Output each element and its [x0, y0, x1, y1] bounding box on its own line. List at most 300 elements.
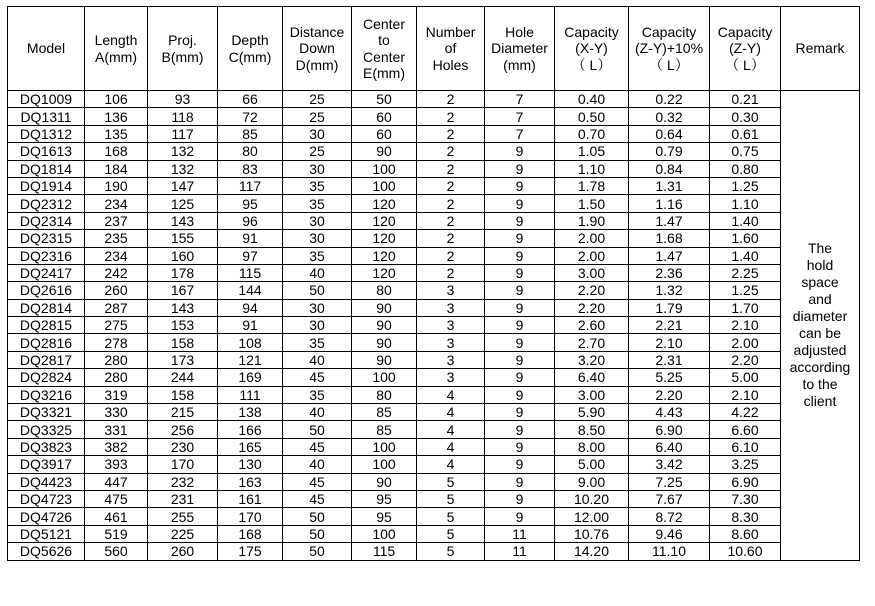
cell-length: 287 — [85, 299, 148, 316]
table-row — [8, 160, 860, 177]
header-center-line: Center — [362, 48, 406, 65]
table-row — [8, 490, 860, 507]
header-cap_xy-line: Capacity — [564, 23, 619, 40]
cell-cap-zy: 2.25 — [710, 264, 781, 281]
cell-depth: 121 — [218, 351, 283, 368]
table-row — [8, 508, 860, 525]
cell-diameter: 9 — [485, 177, 555, 194]
header-holes-line: of — [444, 40, 457, 57]
cell-holes: 4 — [417, 438, 485, 455]
cell-center: 80 — [352, 282, 417, 299]
cell-cap-zy10: 1.68 — [629, 230, 710, 247]
cell-cap-zy10: 0.22 — [629, 91, 710, 108]
cell-length: 234 — [85, 247, 148, 264]
cell-model: DQ2824 — [8, 369, 85, 386]
cell-cap-xy: 3.00 — [555, 264, 629, 281]
cell-depth: 166 — [218, 421, 283, 438]
cell-cap-xy: 8.00 — [555, 438, 629, 455]
cell-holes: 4 — [417, 421, 485, 438]
cell-distance: 50 — [283, 525, 352, 542]
cell-holes: 4 — [417, 456, 485, 473]
cell-proj: 143 — [148, 299, 218, 316]
cell-length: 260 — [85, 282, 148, 299]
header-cap_zy10 — [629, 7, 710, 91]
cell-cap-xy: 14.20 — [555, 543, 629, 560]
cell-cap-zy10: 9.46 — [629, 525, 710, 542]
cell-cap-xy: 10.76 — [555, 525, 629, 542]
cell-cap-zy: 5.00 — [710, 369, 781, 386]
cell-depth: 170 — [218, 508, 283, 525]
header-depth-line: C(mm) — [228, 48, 272, 65]
cell-proj: 244 — [148, 369, 218, 386]
cell-center: 100 — [352, 369, 417, 386]
cell-length: 393 — [85, 456, 148, 473]
cell-diameter: 11 — [485, 543, 555, 560]
cell-cap-zy: 8.30 — [710, 508, 781, 525]
cell-proj: 132 — [148, 160, 218, 177]
header-distance — [283, 7, 352, 91]
cell-proj: 178 — [148, 264, 218, 281]
cell-cap-zy10: 11.10 — [629, 543, 710, 560]
cell-distance: 30 — [283, 160, 352, 177]
cell-depth: 108 — [218, 334, 283, 351]
cell-depth: 163 — [218, 473, 283, 490]
table-row — [8, 404, 860, 421]
cell-cap-zy10: 2.31 — [629, 351, 710, 368]
cell-holes: 2 — [417, 230, 485, 247]
cell-cap-zy: 1.10 — [710, 195, 781, 212]
cell-holes: 2 — [417, 125, 485, 142]
table-row — [8, 438, 860, 455]
table-row — [8, 91, 860, 108]
cell-diameter: 9 — [485, 508, 555, 525]
cell-proj: 230 — [148, 438, 218, 455]
cell-depth: 117 — [218, 177, 283, 194]
cell-model: DQ1009 — [8, 91, 85, 108]
cell-distance: 50 — [283, 421, 352, 438]
table-row — [8, 525, 860, 542]
remark-line: hold — [806, 257, 834, 274]
cell-length: 136 — [85, 108, 148, 125]
cell-proj: 225 — [148, 525, 218, 542]
cell-proj: 155 — [148, 230, 218, 247]
cell-model: DQ3321 — [8, 404, 85, 421]
cell-diameter: 9 — [485, 299, 555, 316]
cell-proj: 153 — [148, 317, 218, 334]
cell-distance: 50 — [283, 282, 352, 299]
cell-model: DQ2814 — [8, 299, 85, 316]
cell-cap-zy10: 3.42 — [629, 456, 710, 473]
cell-cap-zy10: 1.31 — [629, 177, 710, 194]
header-center-line: to — [378, 32, 390, 48]
cell-cap-zy: 2.10 — [710, 386, 781, 403]
cell-holes: 2 — [417, 91, 485, 108]
cell-center: 100 — [352, 438, 417, 455]
cell-cap-zy10: 0.79 — [629, 143, 710, 160]
cell-proj: 231 — [148, 490, 218, 507]
table-row — [8, 299, 860, 316]
cell-model: DQ4726 — [8, 508, 85, 525]
cell-length: 519 — [85, 525, 148, 542]
cell-cap-zy: 6.10 — [710, 438, 781, 455]
table-row — [8, 334, 860, 351]
cell-diameter: 9 — [485, 473, 555, 490]
cell-cap-zy10: 5.25 — [629, 369, 710, 386]
cell-holes: 2 — [417, 108, 485, 125]
header-length-line: Length — [94, 32, 138, 48]
cell-diameter: 9 — [485, 212, 555, 229]
cell-depth: 95 — [218, 195, 283, 212]
cell-distance: 50 — [283, 508, 352, 525]
cell-proj: 158 — [148, 334, 218, 351]
header-proj-line: B(mm) — [161, 48, 204, 65]
cell-cap-xy: 1.78 — [555, 177, 629, 194]
cell-cap-zy: 1.40 — [710, 212, 781, 229]
cell-proj: 117 — [148, 125, 218, 142]
cell-cap-zy10: 8.72 — [629, 508, 710, 525]
cell-distance: 30 — [283, 230, 352, 247]
cell-distance: 45 — [283, 490, 352, 507]
cell-distance: 35 — [283, 334, 352, 351]
cell-cap-xy: 2.60 — [555, 317, 629, 334]
cell-cap-xy: 2.00 — [555, 230, 629, 247]
cell-holes: 3 — [417, 334, 485, 351]
cell-holes: 3 — [417, 282, 485, 299]
product-spec-table — [7, 6, 860, 561]
header-center-line: E(mm) — [363, 65, 405, 81]
cell-length: 331 — [85, 421, 148, 438]
cell-diameter: 9 — [485, 282, 555, 299]
cell-distance: 50 — [283, 543, 352, 560]
cell-depth: 72 — [218, 108, 283, 125]
table-row — [8, 543, 860, 560]
header-distance-line: D(mm) — [295, 56, 339, 73]
cell-holes: 3 — [417, 369, 485, 386]
cell-cap-zy10: 1.47 — [629, 212, 710, 229]
header-length-line: A(mm) — [95, 48, 137, 65]
header-cap_zy10-line: (Z-Y)+10% — [634, 40, 704, 57]
cell-depth: 144 — [218, 282, 283, 299]
cell-distance: 30 — [283, 317, 352, 334]
cell-cap-zy: 1.40 — [710, 247, 781, 264]
header-distance-line: Down — [299, 40, 335, 57]
cell-cap-zy: 2.20 — [710, 351, 781, 368]
cell-proj: 173 — [148, 351, 218, 368]
cell-distance: 40 — [283, 264, 352, 281]
cell-cap-zy: 1.70 — [710, 299, 781, 316]
cell-length: 190 — [85, 177, 148, 194]
cell-diameter: 11 — [485, 525, 555, 542]
cell-depth: 91 — [218, 317, 283, 334]
cell-cap-zy10: 0.84 — [629, 160, 710, 177]
cell-depth: 161 — [218, 490, 283, 507]
cell-length: 234 — [85, 195, 148, 212]
cell-proj: 158 — [148, 386, 218, 403]
table-row — [8, 264, 860, 281]
cell-center: 95 — [352, 508, 417, 525]
header-proj-line: Proj. — [168, 32, 197, 48]
cell-center: 85 — [352, 404, 417, 421]
cell-depth: 168 — [218, 525, 283, 542]
table-row — [8, 369, 860, 386]
cell-length: 184 — [85, 160, 148, 177]
header-cap_zy10-line: Capacity — [641, 23, 697, 40]
cell-distance: 30 — [283, 299, 352, 316]
header-holes-line: Number — [425, 23, 476, 40]
cell-cap-xy: 5.00 — [555, 456, 629, 473]
header-depth — [218, 7, 283, 91]
header-length — [85, 7, 148, 91]
cell-depth: 169 — [218, 369, 283, 386]
cell-length: 275 — [85, 317, 148, 334]
cell-diameter: 9 — [485, 456, 555, 473]
table-row — [8, 108, 860, 125]
table-row — [8, 317, 860, 334]
cell-model: DQ1311 — [8, 108, 85, 125]
remark-line: and — [808, 291, 832, 308]
cell-length: 280 — [85, 369, 148, 386]
cell-model: DQ1613 — [8, 143, 85, 160]
header-center-line: Center — [362, 15, 406, 32]
cell-cap-xy: 2.20 — [555, 299, 629, 316]
remark-line: client — [803, 393, 837, 410]
table-row — [8, 195, 860, 212]
table-row — [8, 230, 860, 247]
cell-proj: 118 — [148, 108, 218, 125]
cell-holes: 3 — [417, 351, 485, 368]
table-row — [8, 421, 860, 438]
cell-proj: 232 — [148, 473, 218, 490]
cell-cap-zy: 0.21 — [710, 91, 781, 108]
cell-cap-xy: 1.90 — [555, 212, 629, 229]
cell-distance: 35 — [283, 247, 352, 264]
cell-holes: 3 — [417, 299, 485, 316]
cell-cap-xy: 5.90 — [555, 404, 629, 421]
header-proj — [148, 7, 218, 91]
cell-cap-zy: 6.60 — [710, 421, 781, 438]
cell-cap-zy10: 6.40 — [629, 438, 710, 455]
cell-cap-zy10: 1.16 — [629, 195, 710, 212]
cell-length: 461 — [85, 508, 148, 525]
cell-model: DQ3216 — [8, 386, 85, 403]
cell-model: DQ2314 — [8, 212, 85, 229]
cell-cap-zy: 2.00 — [710, 334, 781, 351]
cell-diameter: 7 — [485, 108, 555, 125]
remark-cell — [781, 91, 860, 561]
table-row — [8, 125, 860, 142]
cell-cap-zy10: 4.43 — [629, 404, 710, 421]
cell-diameter: 9 — [485, 351, 555, 368]
header-row — [8, 7, 860, 91]
cell-distance: 30 — [283, 125, 352, 142]
cell-center: 90 — [352, 351, 417, 368]
cell-proj: 147 — [148, 177, 218, 194]
cell-center: 120 — [352, 195, 417, 212]
cell-center: 120 — [352, 230, 417, 247]
cell-distance: 45 — [283, 473, 352, 490]
cell-distance: 25 — [283, 143, 352, 160]
cell-proj: 170 — [148, 456, 218, 473]
cell-length: 382 — [85, 438, 148, 455]
cell-diameter: 9 — [485, 230, 555, 247]
cell-distance: 30 — [283, 212, 352, 229]
cell-cap-zy: 0.75 — [710, 143, 781, 160]
cell-cap-xy: 2.20 — [555, 282, 629, 299]
cell-holes: 2 — [417, 195, 485, 212]
header-diameter-line: Diameter — [491, 40, 548, 57]
cell-cap-zy: 0.80 — [710, 160, 781, 177]
cell-model: DQ3823 — [8, 438, 85, 455]
cell-length: 278 — [85, 334, 148, 351]
cell-cap-xy: 12.00 — [555, 508, 629, 525]
cell-diameter: 9 — [485, 160, 555, 177]
cell-center: 90 — [352, 317, 417, 334]
cell-proj: 167 — [148, 282, 218, 299]
header-cap_zy — [710, 7, 781, 91]
cell-length: 237 — [85, 212, 148, 229]
cell-cap-zy: 2.10 — [710, 317, 781, 334]
remark-line: space — [801, 274, 839, 291]
header-cap_xy — [555, 7, 629, 91]
cell-diameter: 9 — [485, 143, 555, 160]
cell-holes: 4 — [417, 386, 485, 403]
header-cap_zy10-line: （ L） — [649, 56, 689, 73]
cell-cap-zy10: 1.79 — [629, 299, 710, 316]
header-remark-line: Remark — [795, 40, 845, 57]
cell-diameter: 9 — [485, 386, 555, 403]
cell-cap-zy: 1.25 — [710, 282, 781, 299]
cell-center: 120 — [352, 212, 417, 229]
cell-diameter: 9 — [485, 317, 555, 334]
cell-model: DQ2616 — [8, 282, 85, 299]
cell-depth: 130 — [218, 456, 283, 473]
cell-model: DQ1914 — [8, 177, 85, 194]
cell-cap-zy10: 7.67 — [629, 490, 710, 507]
cell-length: 319 — [85, 386, 148, 403]
header-depth-line: Depth — [231, 32, 269, 48]
cell-holes: 2 — [417, 247, 485, 264]
cell-length: 242 — [85, 264, 148, 281]
table-row — [8, 473, 860, 490]
cell-proj: 160 — [148, 247, 218, 264]
cell-diameter: 7 — [485, 125, 555, 142]
table-row — [8, 282, 860, 299]
cell-cap-zy: 6.90 — [710, 473, 781, 490]
cell-center: 100 — [352, 160, 417, 177]
table-row — [8, 386, 860, 403]
cell-cap-zy: 1.25 — [710, 177, 781, 194]
cell-cap-zy10: 2.10 — [629, 334, 710, 351]
header-diameter — [485, 7, 555, 91]
cell-diameter: 7 — [485, 91, 555, 108]
table-row — [8, 143, 860, 160]
cell-center: 85 — [352, 421, 417, 438]
table-row — [8, 456, 860, 473]
cell-center: 120 — [352, 264, 417, 281]
cell-center: 90 — [352, 143, 417, 160]
cell-distance: 40 — [283, 404, 352, 421]
cell-distance: 35 — [283, 386, 352, 403]
cell-length: 168 — [85, 143, 148, 160]
cell-cap-zy10: 0.64 — [629, 125, 710, 142]
cell-distance: 45 — [283, 438, 352, 455]
cell-depth: 96 — [218, 212, 283, 229]
cell-holes: 5 — [417, 490, 485, 507]
cell-cap-zy: 4.22 — [710, 404, 781, 421]
cell-holes: 2 — [417, 160, 485, 177]
remark-line: according — [789, 359, 851, 376]
cell-depth: 165 — [218, 438, 283, 455]
cell-cap-xy: 3.00 — [555, 386, 629, 403]
cell-cap-xy: 2.00 — [555, 247, 629, 264]
cell-center: 100 — [352, 177, 417, 194]
cell-model: DQ3325 — [8, 421, 85, 438]
cell-cap-zy10: 1.32 — [629, 282, 710, 299]
cell-distance: 40 — [283, 456, 352, 473]
remark-line: The — [807, 240, 833, 257]
cell-proj: 143 — [148, 212, 218, 229]
cell-center: 95 — [352, 490, 417, 507]
table-row — [8, 247, 860, 264]
cell-model: DQ5121 — [8, 525, 85, 542]
cell-cap-xy: 1.10 — [555, 160, 629, 177]
cell-holes: 2 — [417, 264, 485, 281]
header-holes-line: Holes — [432, 56, 469, 73]
cell-length: 447 — [85, 473, 148, 490]
cell-cap-zy: 0.61 — [710, 125, 781, 142]
cell-depth: 175 — [218, 543, 283, 560]
cell-cap-xy: 6.40 — [555, 369, 629, 386]
cell-center: 60 — [352, 125, 417, 142]
cell-diameter: 9 — [485, 404, 555, 421]
cell-depth: 115 — [218, 264, 283, 281]
cell-cap-zy10: 2.21 — [629, 317, 710, 334]
cell-depth: 97 — [218, 247, 283, 264]
header-distance-line: Distance — [289, 23, 345, 40]
cell-diameter: 9 — [485, 438, 555, 455]
cell-distance: 40 — [283, 351, 352, 368]
cell-cap-xy: 1.05 — [555, 143, 629, 160]
cell-cap-zy: 7.30 — [710, 490, 781, 507]
header-remark — [781, 7, 860, 91]
cell-model: DQ2316 — [8, 247, 85, 264]
cell-cap-zy: 3.25 — [710, 456, 781, 473]
cell-proj: 125 — [148, 195, 218, 212]
cell-cap-xy: 2.70 — [555, 334, 629, 351]
header-model-line: Model — [26, 40, 66, 57]
cell-holes: 3 — [417, 317, 485, 334]
cell-diameter: 9 — [485, 490, 555, 507]
cell-center: 90 — [352, 473, 417, 490]
header-diameter-line: (mm) — [503, 56, 536, 73]
cell-model: DQ2816 — [8, 334, 85, 351]
header-diameter-line: Hole — [505, 23, 534, 40]
cell-holes: 5 — [417, 525, 485, 542]
table-row — [8, 351, 860, 368]
cell-model: DQ1312 — [8, 125, 85, 142]
cell-proj: 255 — [148, 508, 218, 525]
remark-line: adjusted — [793, 342, 847, 359]
cell-distance: 35 — [283, 177, 352, 194]
cell-cap-zy: 1.60 — [710, 230, 781, 247]
cell-cap-xy: 0.40 — [555, 91, 629, 108]
header-holes — [417, 7, 485, 91]
cell-holes: 2 — [417, 212, 485, 229]
cell-depth: 83 — [218, 160, 283, 177]
cell-cap-zy10: 1.47 — [629, 247, 710, 264]
cell-cap-xy: 1.50 — [555, 195, 629, 212]
header-cap_xy-line: （ L） — [571, 56, 612, 73]
